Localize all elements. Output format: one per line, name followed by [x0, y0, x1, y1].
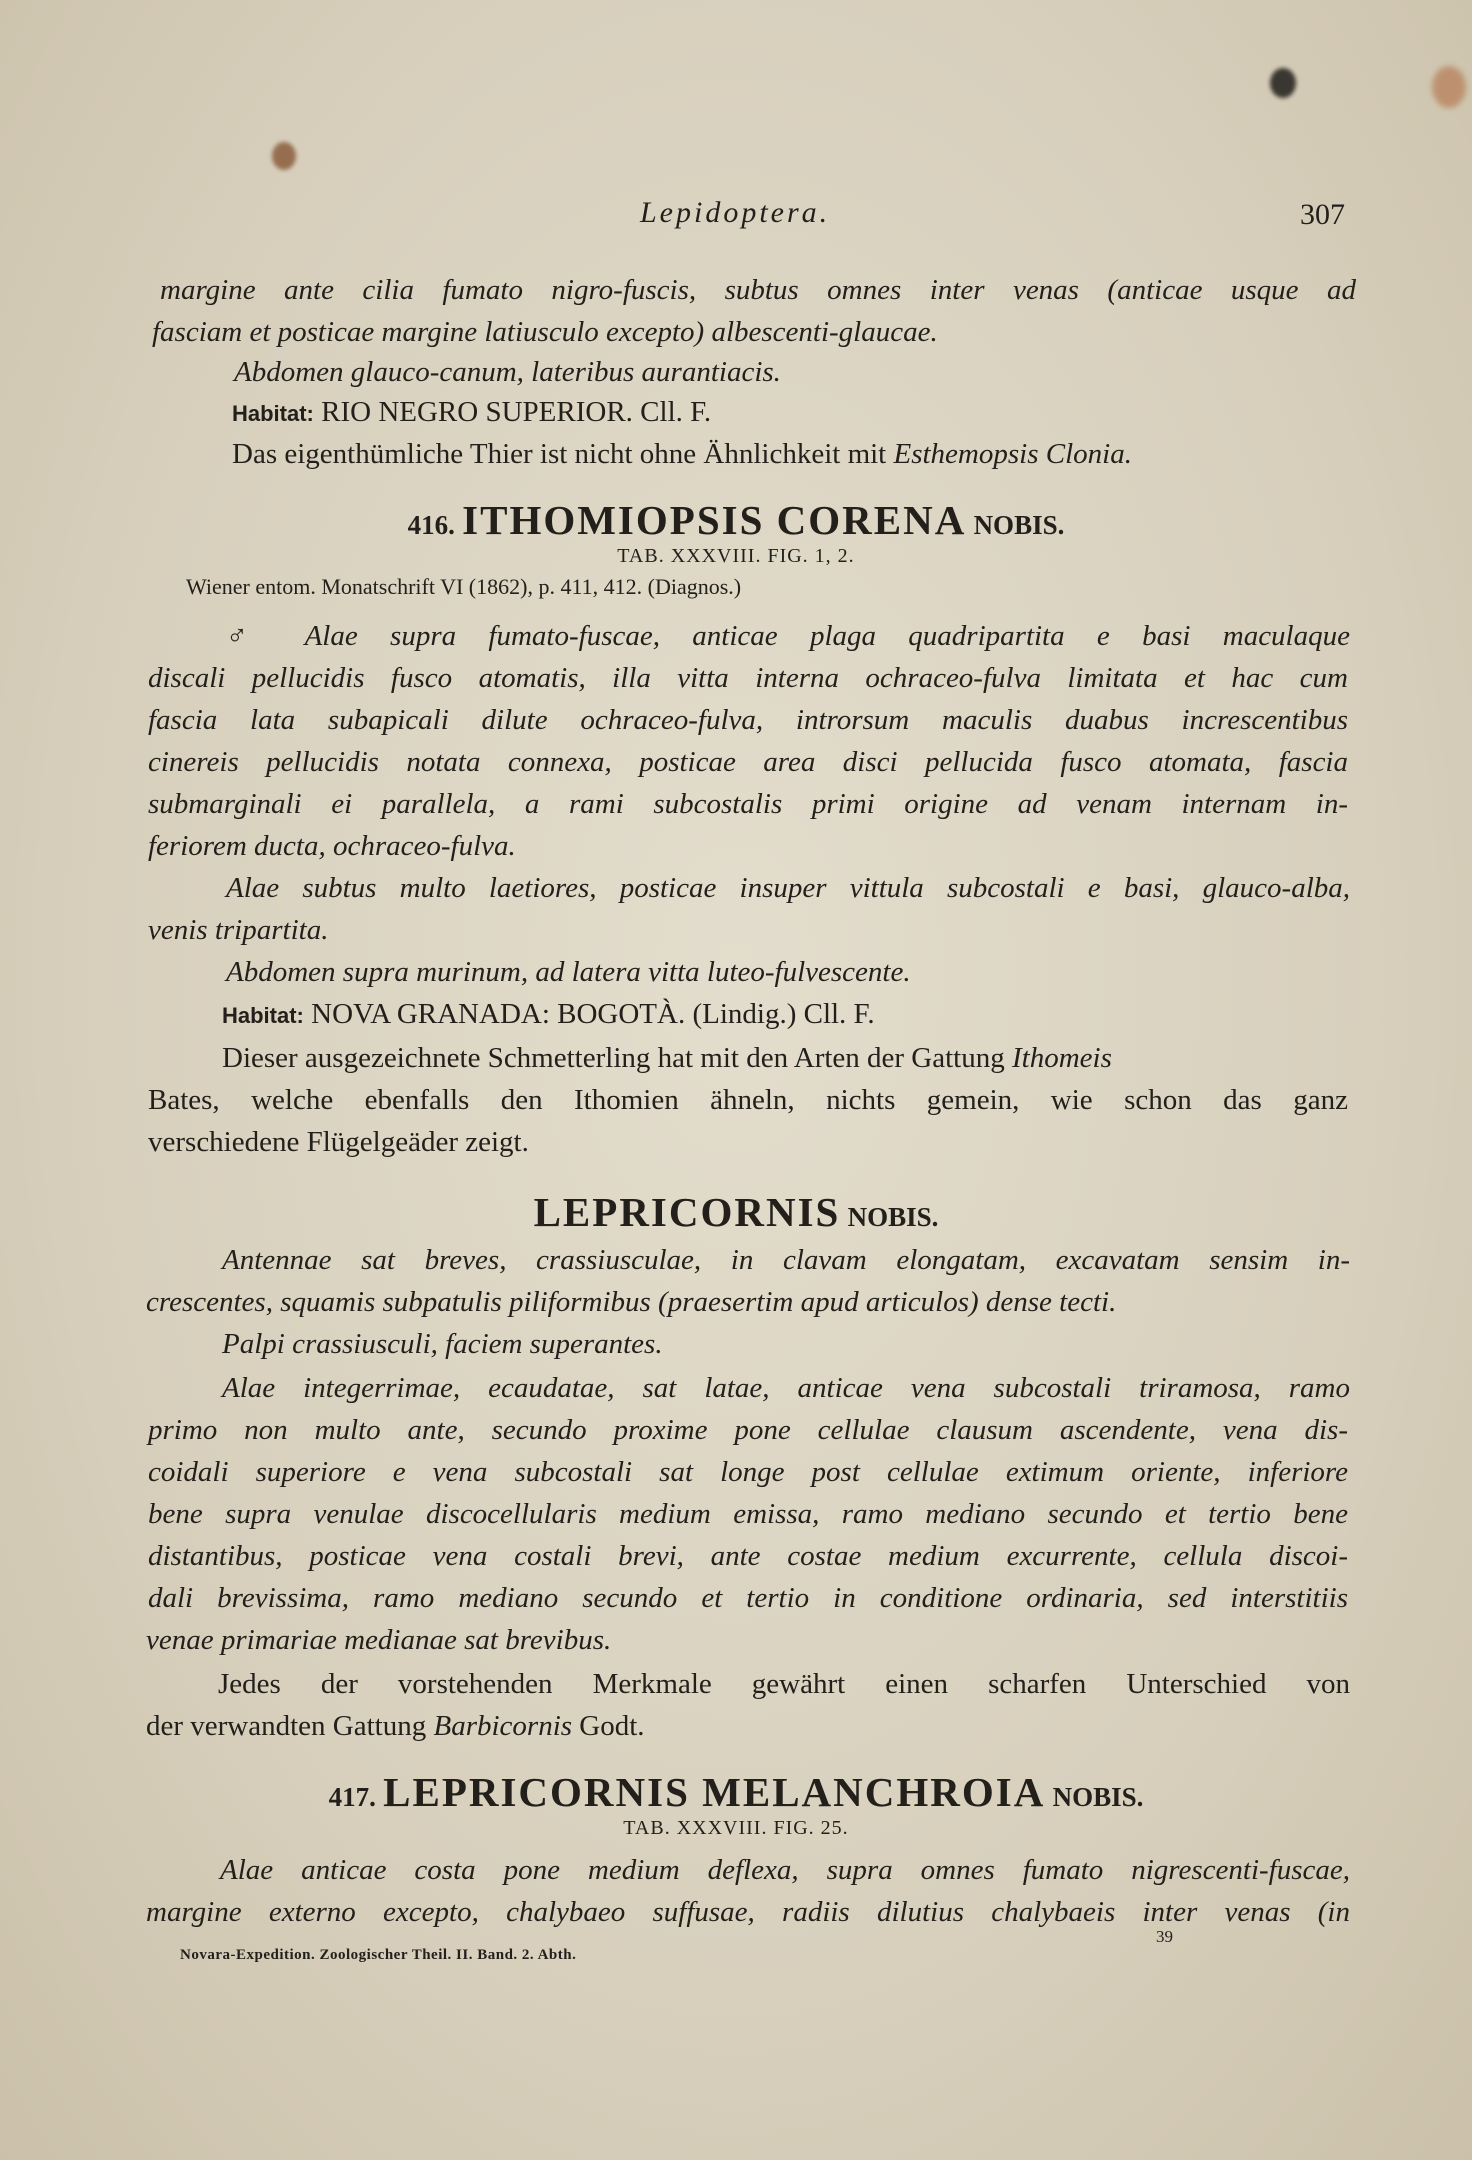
- comment-text: Dieser ausgezeichnete Schmetterling hat mit den Arten der Gattung: [222, 1042, 1012, 1074]
- habitat-line: [232, 398, 711, 427]
- description-line: Palpi crassiusculi, faciem superantes.: [222, 1328, 663, 1360]
- description-line: coidali superiore e vena subcostali sat longe post cellulae extimum oriente, inferiore: [148, 1456, 1348, 1488]
- footer-imprint: Novara-Expedition. Zoologischer Theil. II. Band. 2. Abth.: [180, 1947, 577, 1963]
- species-name: ITHOMIOPSIS CORENA: [462, 497, 967, 543]
- species-number: 416.: [407, 510, 455, 540]
- species-heading: [0, 497, 1472, 543]
- description-line: Alae subtus multo laetiores, posticae insuper vittula subcostali e basi, glauco-alba,: [226, 872, 1350, 904]
- species-author: NOBIS.: [1052, 1782, 1144, 1812]
- description-line: crescentes, squamis subpatulis piliformibus (praesertim apud articulos) dense tecti.: [146, 1286, 1117, 1318]
- foxing-spot: [272, 142, 296, 170]
- comment-line: [222, 1044, 1112, 1073]
- description-line: cinereis pellucidis notata connexa, posticae area disci pellucida fusco atomata, fascia: [148, 746, 1348, 778]
- comment-text: der verwandten Gattung: [146, 1710, 434, 1742]
- text-line: Abdomen glauco-canum, lateribus aurantiacis.: [234, 356, 781, 388]
- description-line: ♂ Alae supra fumato-fuscae, anticae plaga quadripartita e basi maculaque: [226, 620, 1350, 652]
- plate-reference: TAB. XXXVIII. FIG. 1, 2.: [617, 545, 855, 567]
- habitat-label: Habitat:: [232, 401, 314, 426]
- description-line: submarginali ei parallela, a rami subcostalis primi origine ad venam internam in-: [148, 788, 1348, 820]
- description-line: fascia lata subapicali dilute ochraceo-fulva, introrsum maculis duabus increscentibus: [148, 704, 1348, 736]
- description-line: Alae anticae costa pone medium deflexa, supra omnes fumato nigrescenti-fuscae,: [220, 1854, 1350, 1886]
- species-number: 417.: [328, 1782, 376, 1812]
- description-line: discali pellucidis fusco atomatis, illa vitta interna ochraceo-fulva limitata et hac cum: [148, 662, 1348, 694]
- comment-line: Jedes der vorstehenden Merkmale gewährt einen scharfen Unterschied von: [218, 1668, 1350, 1700]
- habitat-value: NOVA GRANADA: BOGOTÀ. (Lindig.) Cll. F.: [311, 998, 875, 1030]
- description-line: Abdomen supra murinum, ad latera vitta luteo-fulvescente.: [226, 956, 911, 988]
- comment-line: [232, 440, 1132, 469]
- genus-name: LEPRICORNIS: [533, 1189, 841, 1235]
- foxing-spot: [1432, 66, 1466, 108]
- comment-text: Das eigenthümliche Thier ist nicht ohne Ähnlichkeit mit: [232, 438, 894, 470]
- habitat-line: [222, 1000, 875, 1029]
- text-line: fasciam et posticae margine latiusculo excepto) albescenti-glaucae.: [152, 316, 938, 348]
- habitat-label: Habitat:: [222, 1003, 304, 1028]
- comment-line: Bates, welche ebenfalls den Ithomien ähneln, nichts gemein, wie schon das ganz: [148, 1084, 1348, 1116]
- species-author: NOBIS.: [973, 510, 1065, 540]
- species-heading: [0, 1769, 1472, 1815]
- description-line: Alae integerrimae, ecaudatae, sat latae, anticae vena subcostali triramosa, ramo: [222, 1372, 1350, 1404]
- species-name: Esthemopsis Clonia.: [893, 438, 1132, 470]
- ink-stain: [1270, 68, 1296, 98]
- description-line: bene supra venulae discocellularis medium emissa, ramo mediano secundo et tertio bene: [148, 1498, 1348, 1530]
- genus-author: NOBIS.: [847, 1202, 939, 1232]
- description-line: feriorem ducta, ochraceo-fulva.: [148, 830, 516, 862]
- comment-line: verschiedene Flügelgeäder zeigt.: [148, 1126, 529, 1158]
- genus-name: Barbicornis: [433, 1710, 573, 1742]
- comment-text: Godt.: [572, 1710, 645, 1742]
- description-line: dali brevissima, ramo mediano secundo et tertio in conditione ordinaria, sed interstitiis: [148, 1582, 1348, 1614]
- habitat-value: RIO NEGRO SUPERIOR. Cll. F.: [321, 396, 712, 428]
- description-line: venis tripartita.: [148, 914, 329, 946]
- description-line: margine externo excepto, chalybaeo suffusae, radiis dilutius chalybaeis inter venas (in: [146, 1896, 1350, 1928]
- comment-line: [146, 1712, 645, 1741]
- description-line: Antennae sat breves, crassiusculae, in clavam elongatam, excavatam sensim in-: [222, 1244, 1350, 1276]
- page-number: 307: [1300, 198, 1345, 231]
- description-line: distantibus, posticae vena costali brevi, ante costae medium excurrente, cellula discoi-: [148, 1540, 1348, 1572]
- description-line: venae primariae medianae sat brevibus.: [146, 1624, 612, 1656]
- plate-reference: TAB. XXXVIII. FIG. 25.: [623, 1817, 849, 1839]
- literature-reference: Wiener entom. Monatschrift VI (1862), p. 411, 412. (Diagnos.): [186, 574, 742, 599]
- description-line: primo non multo ante, secundo proxime pone cellulae clausum ascendente, vena dis-: [148, 1414, 1348, 1446]
- genus-heading: [0, 1189, 1472, 1235]
- running-head-title: Lepidoptera.: [640, 196, 831, 229]
- signature-mark: 39: [1156, 1927, 1173, 1946]
- text-line: margine ante cilia fumato nigro-fuscis, subtus omnes inter venas (anticae usque ad: [160, 274, 1356, 306]
- genus-name: Ithomeis: [1011, 1042, 1112, 1074]
- species-name: LEPRICORNIS MELANCHROIA: [383, 1769, 1046, 1815]
